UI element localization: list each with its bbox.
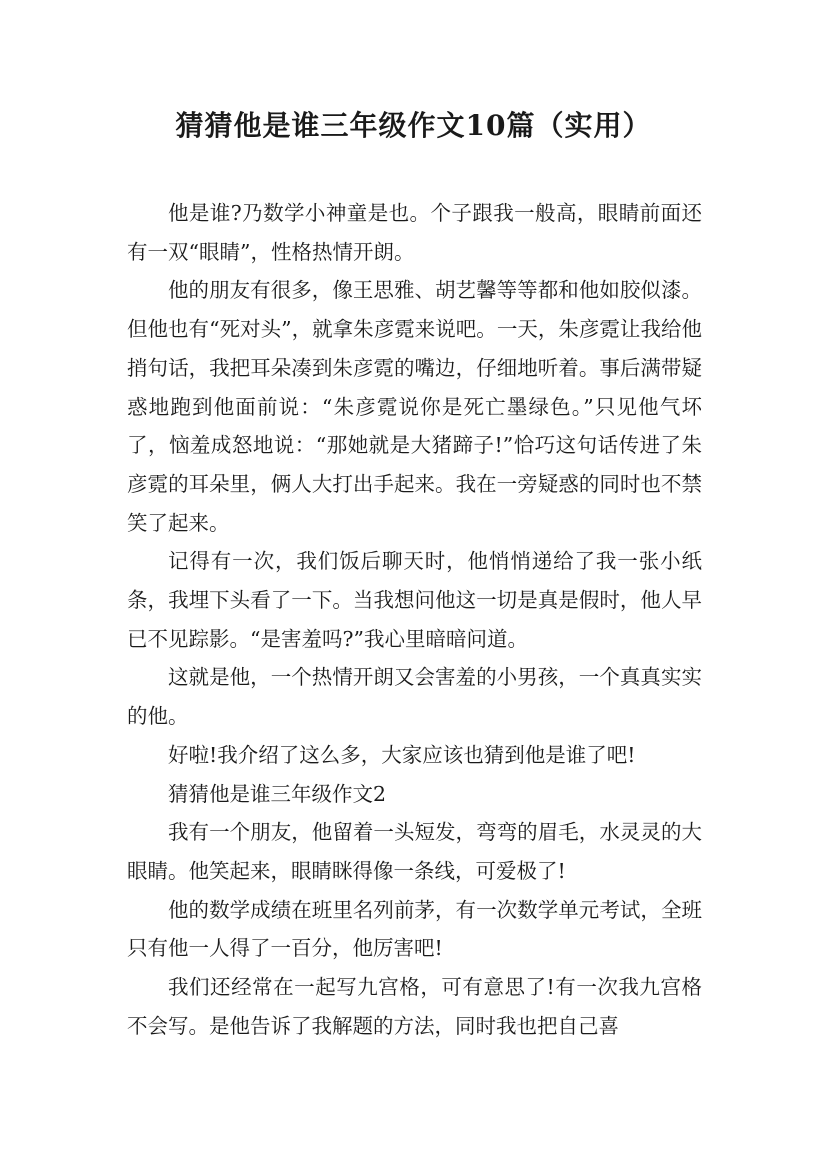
- paragraph: 他的朋友有很多，像王思雅、胡艺馨等等都和他如胶似漆。但他也有“死对头”，就拿朱彦霓来说吧。一天，朱彦霓让我给他捎句话，我把耳朵凑到朱彦霓的嘴边，仔细地听着。事后满带疑惑地跑到他面前说：“朱彦霓说你是死亡墨绿色。”只见他气坏了，恼羞成怒地说：“那她就是大猪蹄子!”恰巧这句话传进了朱彦霓的耳朵里，俩人大打出手起来。我在一旁疑惑的同时也不禁笑了起来。: [127, 278, 702, 535]
- paragraph: 我有一个朋友，他留着一头短发，弯弯的眉毛，水灵灵的大眼睛。他笑起来，眼睛眯得像一条线，可爱极了!: [127, 820, 702, 883]
- document-title: 猜猜他是谁三年级作文10篇（实用）: [175, 109, 652, 142]
- paragraph: 我们还经常在一起写九宫格，可有意思了!有一次我九宫格不会写。是他告诉了我解题的方法，同时我也把自己喜: [127, 975, 702, 1038]
- paragraph: 记得有一次，我们饭后聊天时，他悄悄递给了我一张小纸条，我埋下头看了一下。当我想问他这一切是真是假时，他人早已不见踪影。“是害羞吗?”我心里暗暗问道。: [127, 549, 702, 651]
- paragraph: 他是谁?乃数学小神童是也。个子跟我一般高，眼睛前面还有一双“眼睛”，性格热情开朗。: [127, 201, 702, 264]
- section-heading: 猜猜他是谁三年级作文2: [168, 781, 387, 806]
- paragraph: 这就是他，一个热情开朗又会害羞的小男孩，一个真真实实的他。: [127, 665, 702, 729]
- paragraph: 好啦!我介绍了这么多，大家应该也猜到他是谁了吧!: [168, 742, 636, 767]
- document-body: [127, 194, 702, 1045]
- paragraph: 他的数学成绩在班里名列前茅，有一次数学单元考试，全班只有他一人得了一百分，他厉害吧!: [127, 897, 702, 961]
